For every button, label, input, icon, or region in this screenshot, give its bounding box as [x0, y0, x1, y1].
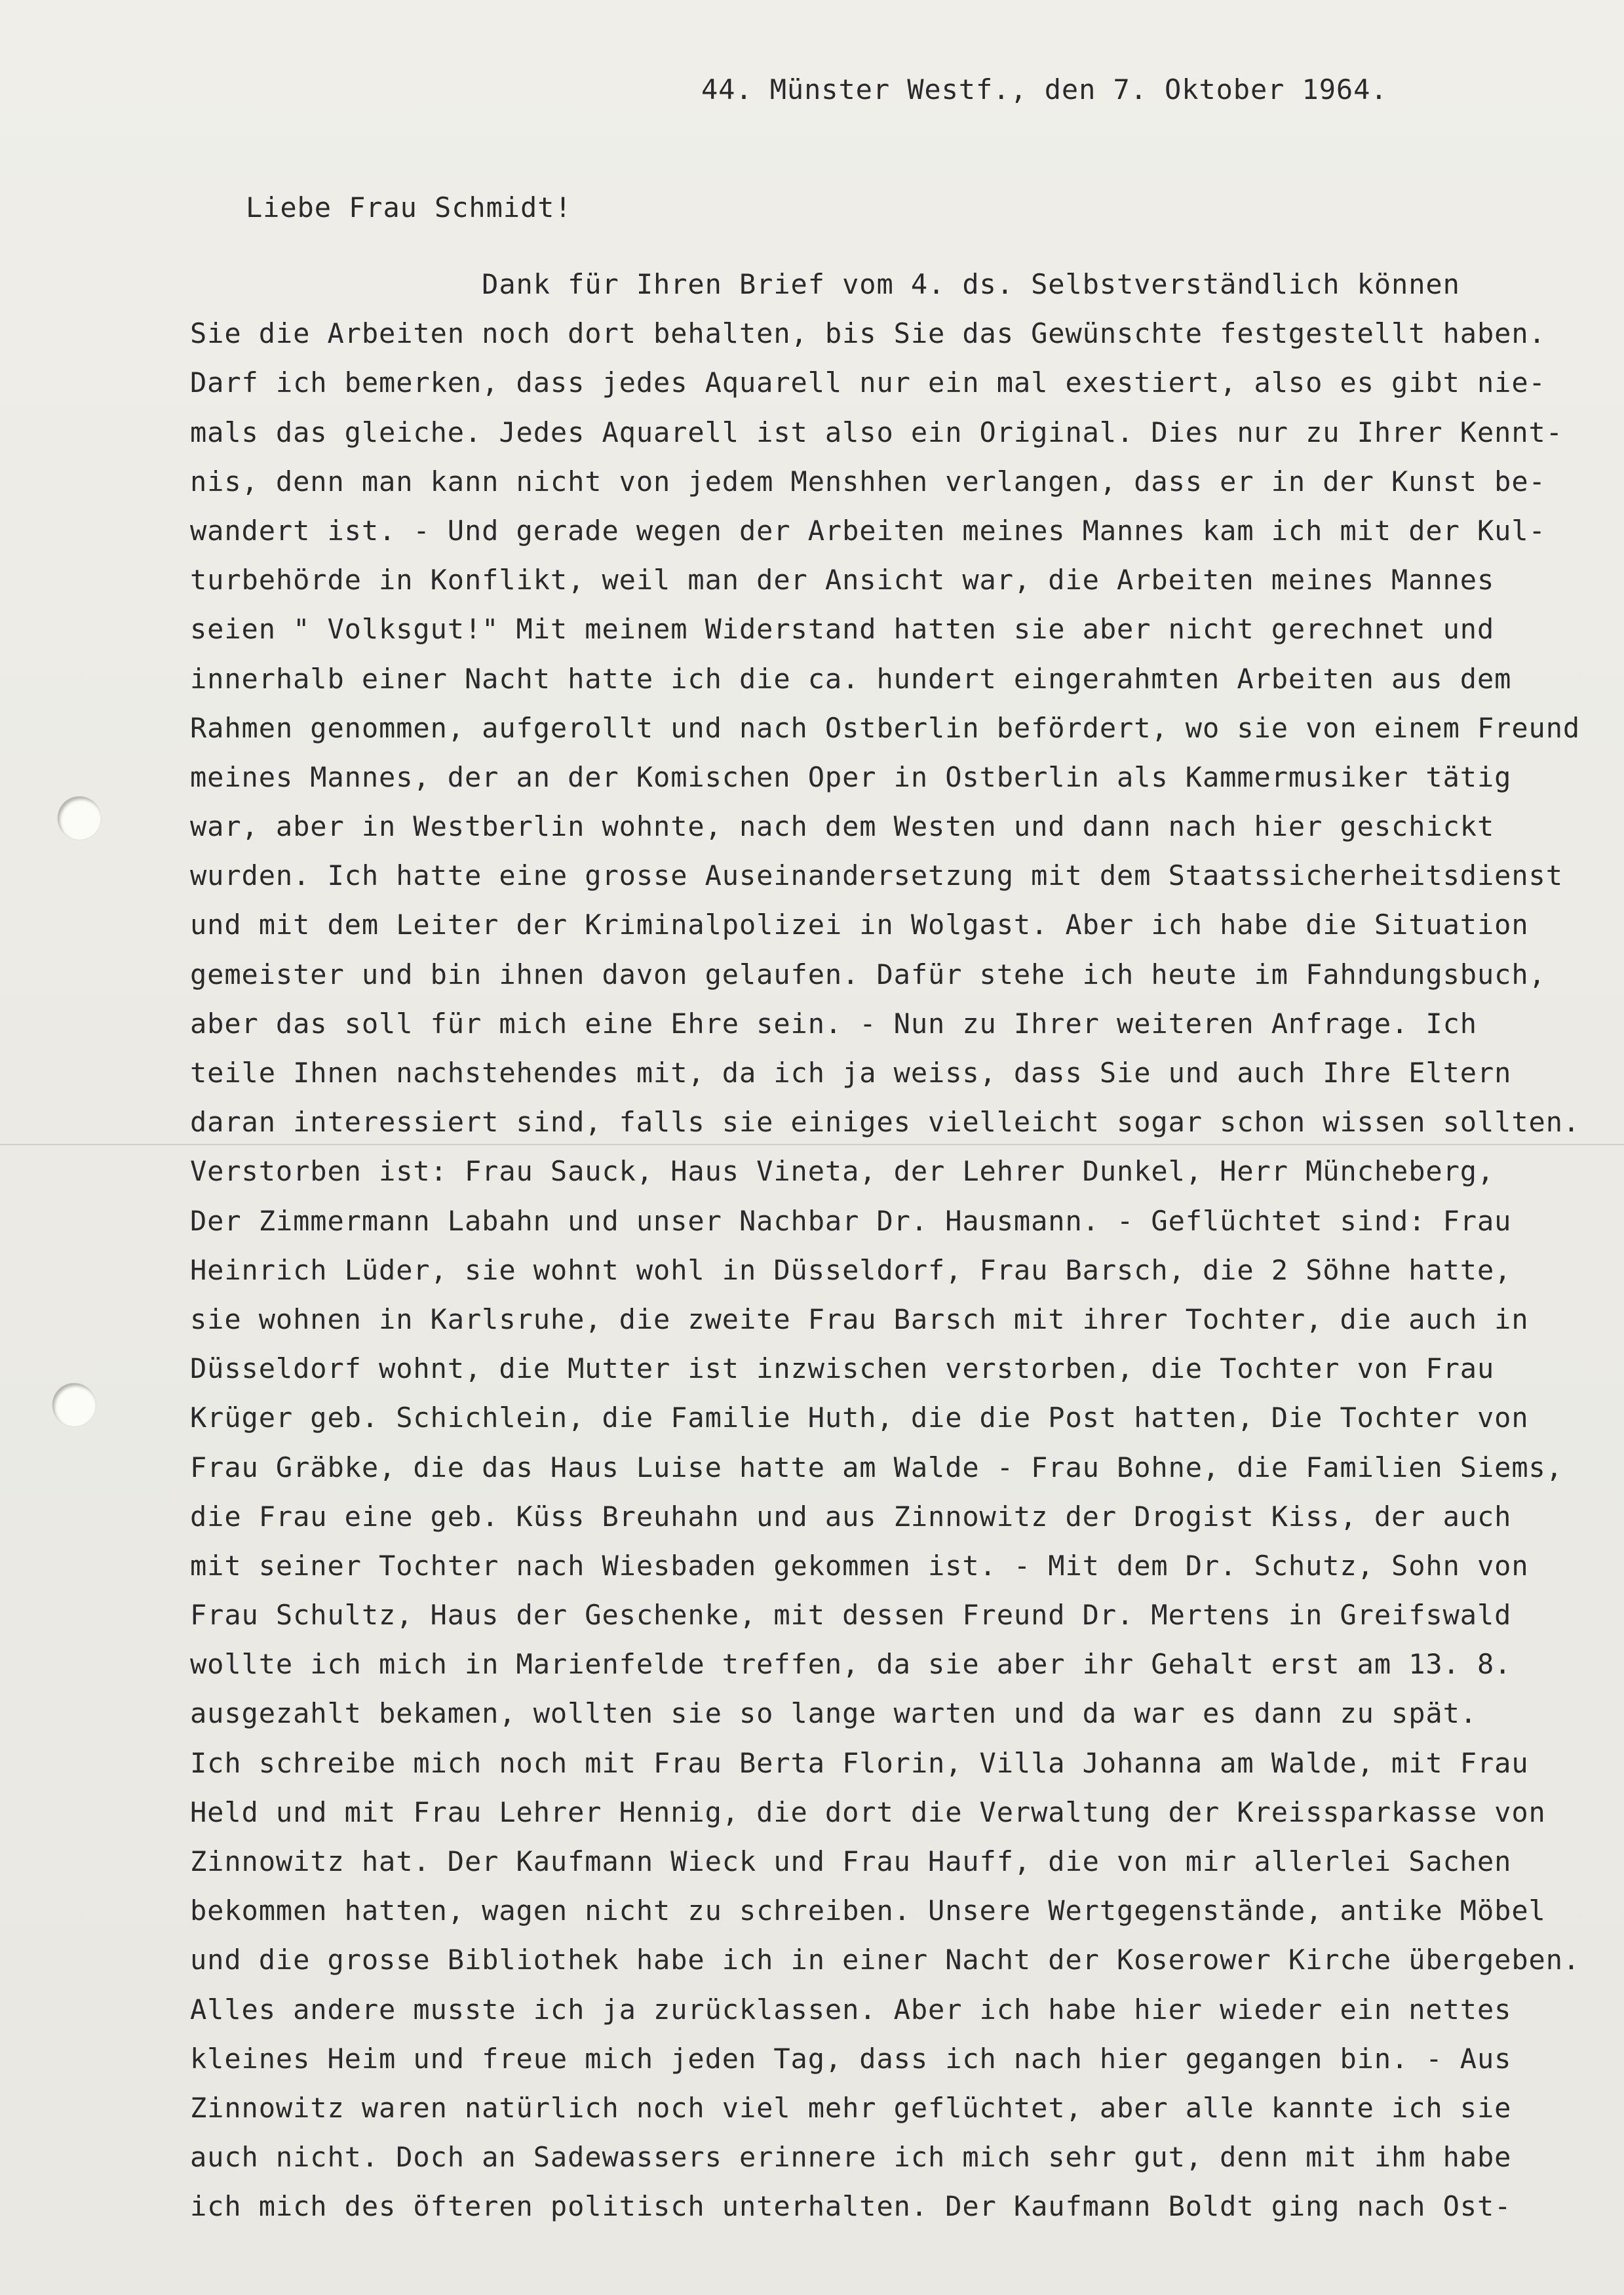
body-line: und die grosse Bibliothek habe ich in einer Nacht der Koserower Kirche übergeben. [190, 1944, 1581, 1976]
body-line: teile Ihnen nachstehendes mit, da ich ja weiss, dass Sie und auch Ihre Eltern [190, 1057, 1512, 1089]
body-line: Dank für Ihren Brief vom 4. ds. Selbstverständlich können [190, 268, 1460, 300]
letter-body [190, 260, 1580, 2231]
body-line: kleines Heim und freue mich jeden Tag, dass ich nach hier gegangen bin. - Aus [190, 2042, 1512, 2075]
body-line: Krüger geb. Schichlein, die Familie Huth, die die Post hatten, Die Tochter von [190, 1402, 1529, 1434]
body-line: Der Zimmermann Labahn und unser Nachbar Dr. Hausmann. - Geflüchtet sind: Frau [190, 1204, 1512, 1237]
body-line: Zinnowitz waren natürlich noch viel mehr geflüchtet, aber alle kannte ich sie [190, 2091, 1512, 2124]
body-line: war, aber in Westberlin wohnte, nach dem Westen und dann nach hier geschickt [190, 810, 1495, 843]
body-line: Sie die Arbeiten noch dort behalten, bis Sie das Gewünschte festgestellt haben. [190, 317, 1546, 350]
body-line: Alles andere musste ich ja zurücklassen. Aber ich habe hier wieder ein nettes [190, 1993, 1512, 2026]
body-line: Verstorben ist: Frau Sauck, Haus Vineta, der Lehrer Dunkel, Herr Müncheberg, [190, 1155, 1495, 1188]
body-line: die Frau eine geb. Küss Breuhahn und aus Zinnowitz der Drogist Kiss, der auch [190, 1500, 1512, 1533]
date-line: 44. Münster Westf., den 7. Oktober 1964. [701, 73, 1388, 106]
body-line: Düsseldorf wohnt, die Mutter ist inzwischen verstorben, die Tochter von Frau [190, 1352, 1495, 1385]
punch-hole-top [58, 796, 101, 840]
body-line: Darf ich bemerken, dass jedes Aquarell nur ein mal exestiert, also es gibt nie- [190, 366, 1546, 399]
body-line: meines Mannes, der an der Komischen Oper in Ostberlin als Kammermusiker tätig [190, 760, 1512, 793]
body-line: wollte ich mich in Marienfelde treffen, da sie aber ihr Gehalt erst am 13. 8. [190, 1648, 1512, 1681]
body-line: ausgezahlt bekamen, wollten sie so lange warten und da war es dann zu spät. [190, 1697, 1477, 1730]
body-line: nis, denn man kann nicht von jedem Menshhen verlangen, dass er in der Kunst be- [190, 465, 1546, 498]
body-line: Frau Gräbke, die das Haus Luise hatte am Walde - Frau Bohne, die Familien Siems, [190, 1451, 1563, 1483]
body-line: Frau Schultz, Haus der Geschenke, mit dessen Freund Dr. Mertens in Greifswald [190, 1599, 1512, 1632]
body-line: auch nicht. Doch an Sadewassers erinnere ich mich sehr gut, denn mit ihm habe [190, 2141, 1512, 2174]
salutation: Liebe Frau Schmidt! [246, 191, 572, 224]
body-line: turbehörde in Konflikt, weil man der Ansicht war, die Arbeiten meines Mannes [190, 564, 1495, 597]
body-line: und mit dem Leiter der Kriminalpolizei in Wolgast. Aber ich habe die Situation [190, 909, 1529, 941]
body-line: mals das gleiche. Jedes Aquarell ist also ein Original. Dies nur zu Ihrer Kennt- [190, 416, 1563, 448]
body-line: aber das soll für mich eine Ehre sein. - Nun zu Ihrer weiteren Anfrage. Ich [190, 1007, 1477, 1040]
body-line: wurden. Ich hatte eine grosse Auseinandersetzung mit dem Staatssicherheitsdienst [190, 859, 1563, 892]
punch-hole-bottom [52, 1383, 96, 1426]
body-line: mit seiner Tochter nach Wiesbaden gekommen ist. - Mit dem Dr. Schutz, Sohn von [190, 1549, 1529, 1582]
body-line: Heinrich Lüder, sie wohnt wohl in Düsseldorf, Frau Barsch, die 2 Söhne hatte, [190, 1253, 1512, 1286]
body-line: Rahmen genommen, aufgerollt und nach Ostberlin befördert, wo sie von einem Freund [190, 711, 1581, 744]
body-line: Held und mit Frau Lehrer Hennig, die dort die Verwaltung der Kreissparkasse von [190, 1795, 1546, 1828]
body-line: innerhalb einer Nacht hatte ich die ca. hundert eingerahmten Arbeiten aus dem [190, 662, 1512, 695]
body-line: gemeister und bin ihnen davon gelaufen. Dafür stehe ich heute im Fahndungsbuch, [190, 958, 1546, 991]
body-line: daran interessiert sind, falls sie einiges vielleicht sogar schon wissen sollten. [190, 1106, 1581, 1139]
body-line: sie wohnen in Karlsruhe, die zweite Frau Barsch mit ihrer Tochter, die auch in [190, 1303, 1529, 1335]
body-line: seien " Volksgut!" Mit meinem Widerstand hatten sie aber nicht gerechnet und [190, 613, 1495, 646]
body-line: ich mich des öfteren politisch unterhalten. Der Kaufmann Boldt ging nach Ost- [190, 2190, 1512, 2223]
body-line: wandert ist. - Und gerade wegen der Arbeiten meines Mannes kam ich mit der Kul- [190, 514, 1546, 547]
body-line: Zinnowitz hat. Der Kaufmann Wieck und Frau Hauff, die von mir allerlei Sachen [190, 1845, 1512, 1877]
body-line: bekommen hatten, wagen nicht zu schreiben. Unsere Wertgegenstände, antike Möbel [190, 1894, 1546, 1927]
body-line: Ich schreibe mich noch mit Frau Berta Florin, Villa Johanna am Walde, mit Frau [190, 1746, 1529, 1779]
